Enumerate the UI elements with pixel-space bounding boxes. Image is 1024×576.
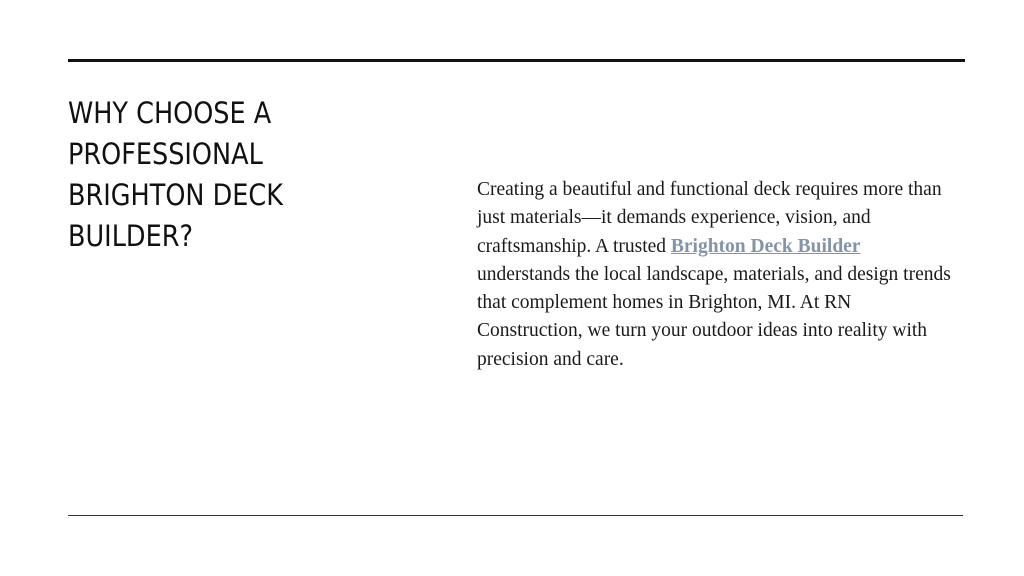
body-paragraph [477,176,955,374]
body-text-after-link: understands the local landscape, materials, and design trends that complement homes in Brighton, MI. At RN Construction, we turn your outdoor ideas into reality with precision and care. [477,263,951,370]
bottom-divider [68,515,963,516]
top-divider [68,59,965,62]
slide-title: WHY CHOOSE A PROFESSIONAL BRIGHTON DECK BUILDER? [68,96,283,253]
brighton-deck-builder-link[interactable]: Brighton Deck Builder [670,235,861,257]
body-text-before-link: Creating a beautiful and functional deck requires more than just materials—it demands experience, vision, and craftsmanship. A trusted [477,179,942,257]
